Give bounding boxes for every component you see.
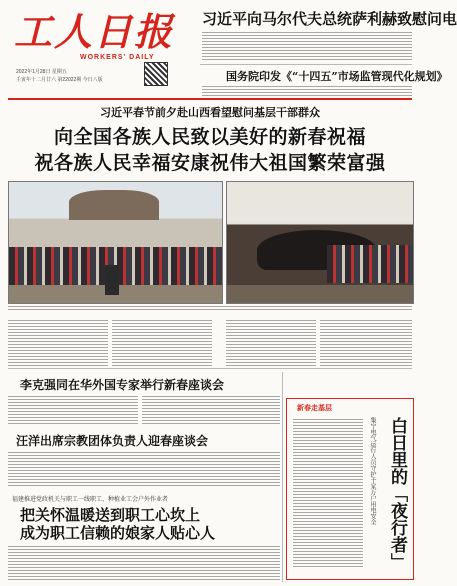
newspaper-logo-english: WORKERS' DAILY <box>80 54 155 61</box>
bottom-story-headline-2[interactable]: 成为职工信赖的娘家人贴心人 <box>20 524 216 542</box>
lead-story-col-1 <box>8 318 108 366</box>
newspaper-logo[interactable]: 工人日报 <box>14 9 175 54</box>
masthead <box>8 6 196 90</box>
divider <box>200 64 412 65</box>
lead-story-col-4 <box>320 318 412 366</box>
top-right-headline-2[interactable]: 国务院印发《“十四五”市场监管现代化规划》 <box>226 70 448 83</box>
photo-caption <box>8 304 412 312</box>
bottom-story-headline-1[interactable]: 把关怀温暖送到职工心坎上 <box>20 506 201 524</box>
lead-photo-left[interactable] <box>8 181 223 304</box>
lead-kicker: 习近平春节前夕赴山西看望慰问基层干部群众 <box>100 106 320 119</box>
top-right-headline[interactable]: 习近平向马尔代夫总统萨利赫致慰问电 <box>202 10 457 28</box>
wang-yang-text <box>8 450 280 486</box>
lead-headline-1[interactable]: 向全国各族人民致以美好的新春祝福 <box>53 126 366 148</box>
issue-number: 壬寅年十二月廿六 第22022期 今日八版 <box>16 77 103 83</box>
feature-title[interactable]: 白日里的「夜行者」 <box>387 417 407 570</box>
lead-story-col-3 <box>226 318 316 366</box>
column-divider <box>282 372 283 582</box>
lead-story-col-2 <box>112 318 212 366</box>
li-keqiang-headline[interactable]: 李克强同在华外国专家举行新春座谈会 <box>20 378 225 392</box>
feature-text <box>293 417 363 567</box>
feature-box[interactable] <box>286 398 414 580</box>
wang-yang-headline[interactable]: 汪洋出席宗教团体负责人迎春座谈会 <box>16 434 209 448</box>
divider <box>8 368 412 369</box>
top-right-story-2-text <box>202 84 412 96</box>
bottom-story-kicker: 福建推进党政机关与职工一线职工、种植业工会户外作业者 <box>12 496 169 503</box>
lead-photo-right[interactable] <box>226 181 414 304</box>
feature-tag: 新春走基层 <box>297 403 332 412</box>
li-keqiang-text-2 <box>142 394 280 424</box>
qr-code-icon <box>144 62 168 86</box>
feature-kicker: 集宁电气运行人员守护千家万户用电安全 <box>369 417 376 525</box>
top-right-story-text <box>202 30 412 62</box>
issue-date: 2022年1月28日 星期五 <box>16 69 67 75</box>
lead-headline-2[interactable]: 祝各族人民幸福安康祝伟大祖国繁荣富强 <box>34 152 386 174</box>
masthead-rule <box>8 98 412 100</box>
li-keqiang-text <box>8 394 138 424</box>
bottom-story-text <box>8 544 280 580</box>
